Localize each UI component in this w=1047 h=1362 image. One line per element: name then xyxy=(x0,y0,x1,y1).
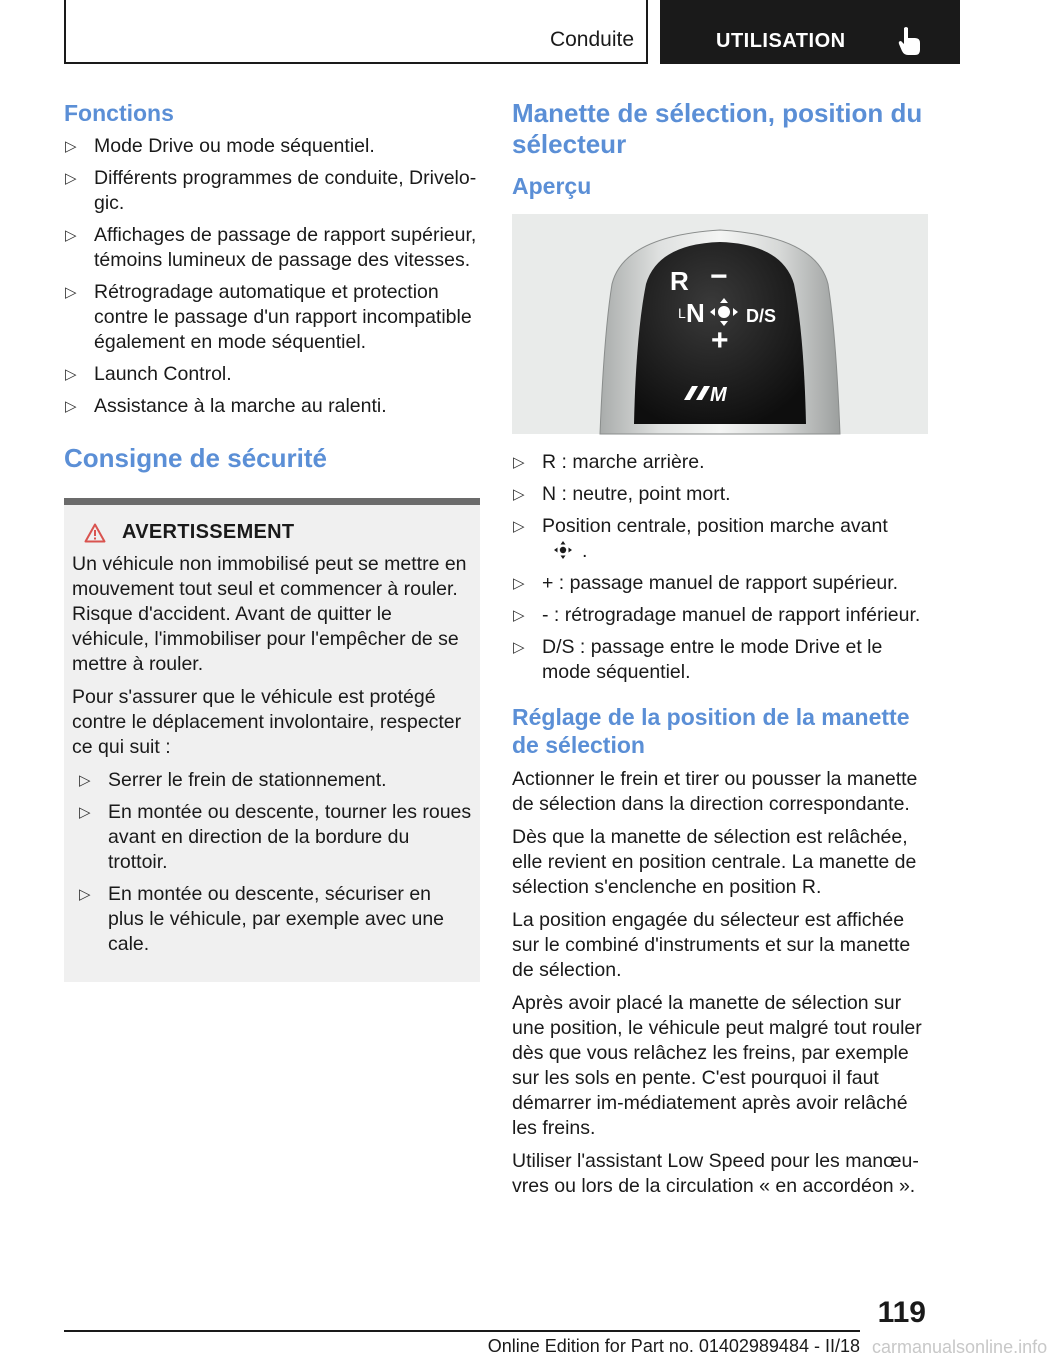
center-position-icon xyxy=(550,540,576,560)
header-chapter-tab xyxy=(660,0,960,64)
triangle-bullet-icon: ▷ xyxy=(79,804,91,821)
triangle-bullet-icon: ▷ xyxy=(79,886,91,903)
list-item: ▷ Rétrogradage automatique et protection contre le passage d'un rapport incompatible également en mode séquentiel. xyxy=(65,281,472,353)
knob-n-label: N xyxy=(686,298,705,328)
triangle-bullet-icon: ▷ xyxy=(513,518,525,535)
reglage-heading: Réglage de la position de la manette de sélection xyxy=(512,704,910,758)
page-number: 119 xyxy=(877,1296,926,1329)
knob-minus-label: − xyxy=(710,260,728,293)
selector-heading: Manette de sélection, position du sélecteur xyxy=(512,98,923,159)
list-item: ▷ R : marche arrière. xyxy=(513,451,705,473)
knob-brand-label: M xyxy=(710,384,727,406)
warning-triangle-icon xyxy=(84,523,106,543)
warning-paragraph: Un véhicule non immobilisé peut se mettre en mouvement tout seul et commencer à rouler. Risque d'accident. Avant de quitter le véhicule, l'immobiliser pour l'empêcher de se mettre à rouler. xyxy=(72,553,467,675)
warning-box xyxy=(64,498,480,982)
list-item: ▷ Launch Control. xyxy=(65,363,232,385)
triangle-bullet-icon: ▷ xyxy=(513,454,525,471)
triangle-bullet-icon: ▷ xyxy=(513,575,525,592)
warning-paragraph: Pour s'assurer que le véhicule est protégé contre le déplacement involontaire, respecter ce qui suit : xyxy=(72,686,462,758)
footer-watermark: carmanualsonline.info xyxy=(872,1337,1047,1357)
list-item: ▷ Assistance à la marche au ralenti. xyxy=(65,395,387,417)
list-item: ▷ Position centrale, position marche avant . xyxy=(513,515,888,562)
list-item: ▷ Serrer le frein de stationnement. xyxy=(79,769,387,791)
pointing-hand-icon xyxy=(898,26,922,56)
list-item: ▷ En montée ou descente, sécuriser en plus le véhicule, par exemple avec une cale. xyxy=(79,883,445,955)
knob-ds-label: D/S xyxy=(746,306,777,326)
body-paragraph: Utiliser l'assistant Low Speed pour les manœu‐vres ou lors de la circulation « en accordéon ». xyxy=(512,1150,919,1197)
warning-list xyxy=(78,768,472,957)
body-paragraph: La position engagée du sélecteur est affichée sur le combiné d'instruments et sur la manette de sélection. xyxy=(512,909,911,981)
list-item: ▷ Affichages de passage de rapport supérieur, témoins lumineux de passage des vitesses. xyxy=(65,224,477,271)
gear-knob-illustration xyxy=(512,214,928,434)
selector-positions-list xyxy=(512,450,928,685)
triangle-bullet-icon: ▷ xyxy=(79,772,91,789)
triangle-bullet-icon: ▷ xyxy=(65,227,77,244)
list-item: ▷ + : passage manuel de rapport supérieur. xyxy=(513,572,899,594)
triangle-bullet-icon: ▷ xyxy=(513,486,525,503)
list-item: ▷ Différents programmes de conduite, Drivelo‐gic. xyxy=(65,167,477,214)
triangle-bullet-icon: ▷ xyxy=(65,398,77,415)
triangle-bullet-icon: ▷ xyxy=(513,639,525,656)
body-paragraph: Dès que la manette de sélection est relâchée, elle revient en position centrale. La manette de sélection s'enclenche en position R. xyxy=(512,826,917,898)
triangle-bullet-icon: ▷ xyxy=(65,366,77,383)
triangle-bullet-icon: ▷ xyxy=(65,170,77,187)
gear-selector-photo xyxy=(512,214,928,434)
triangle-bullet-icon: ▷ xyxy=(65,284,77,301)
warning-title: AVERTISSEMENT xyxy=(122,521,295,543)
body-paragraph: Après avoir placé la manette de sélection sur une position, le véhicule peut malgré tout rouler dès que vous relâchez les freins, par exemple sur les sols en pente. C'est pourquoi il faut démarrer im‐médiatement après avoir relâché les freins. xyxy=(512,992,922,1139)
list-item: ▷ D/S : passage entre le mode Drive et le mode séquentiel. xyxy=(513,636,883,683)
knob-l-label: L xyxy=(678,305,686,321)
header-chapter-title: UTILISATION xyxy=(716,30,846,52)
knob-plus-label: + xyxy=(711,324,729,357)
footer-edition: Online Edition for Part no. 01402989484 - II/18 xyxy=(487,1336,860,1356)
list-item: ▷ En montée ou descente, tourner les roues avant en direction de la bordure du trottoir. xyxy=(79,801,472,873)
knob-r-label: R xyxy=(670,266,689,296)
triangle-bullet-icon: ▷ xyxy=(513,607,525,624)
header-section-box xyxy=(64,0,648,64)
list-item: ▷ Mode Drive ou mode séquentiel. xyxy=(65,135,375,157)
fonctions-heading: Fonctions xyxy=(64,100,174,126)
right-column xyxy=(512,98,928,1207)
warning-title-row xyxy=(72,521,472,544)
body-paragraph: Actionner le frein et tirer ou pousser la manette de sélection dans la direction correspondante. xyxy=(512,768,918,815)
list-item: ▷ - : rétrogradage manuel de rapport inférieur. xyxy=(513,604,921,626)
safety-heading: Consigne de sécurité xyxy=(64,443,327,473)
list-item: ▷ N : neutre, point mort. xyxy=(513,483,731,505)
triangle-bullet-icon: ▷ xyxy=(65,138,77,155)
apercu-heading: Aperçu xyxy=(512,173,592,199)
fonctions-list xyxy=(64,134,480,419)
left-column xyxy=(64,98,480,982)
header-section-title: Conduite xyxy=(549,28,634,51)
footer-divider xyxy=(64,1330,860,1332)
